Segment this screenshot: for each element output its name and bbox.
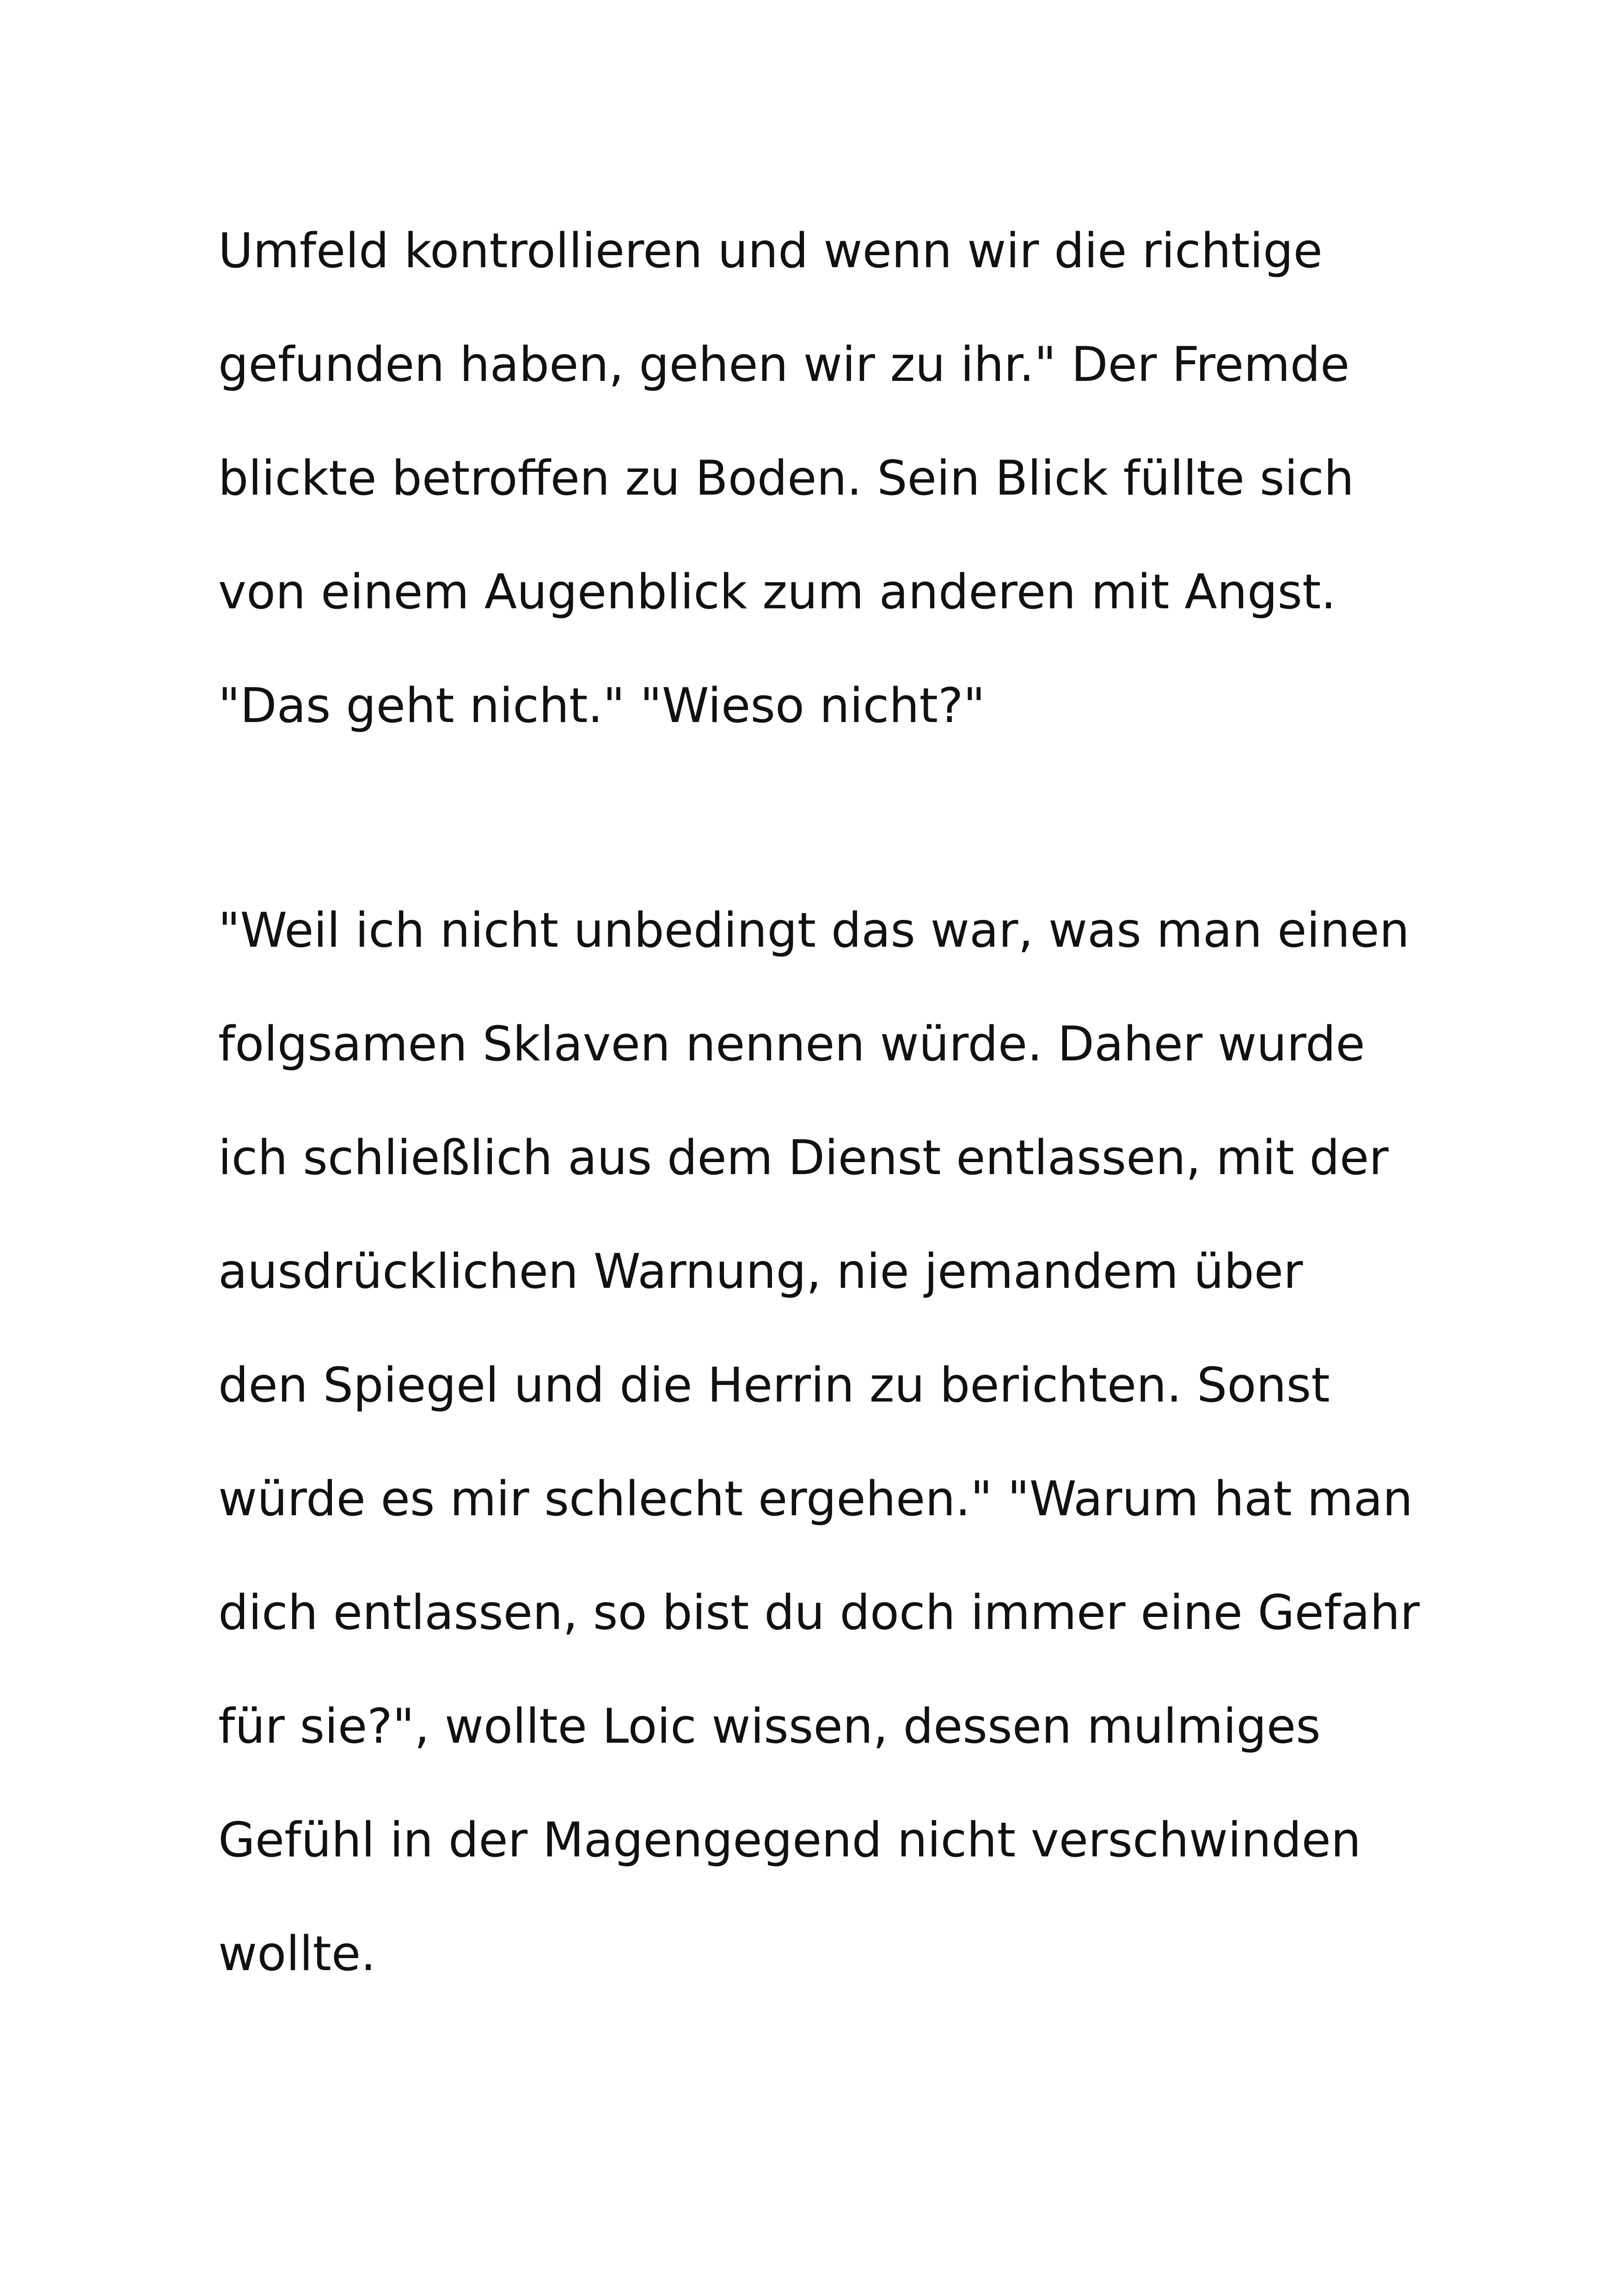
text-line: "Weil ich nicht unbedingt das war, was man einen (218, 903, 1410, 958)
text-line: dich entlassen, so bist du doch immer eine Gefahr (218, 1585, 1420, 1641)
text-line: ich schließlich aus dem Dienst entlassen, mit der (218, 1130, 1389, 1186)
text-line: wollte. (218, 1926, 376, 1982)
text-line: ausdrücklichen Warnung, nie jemandem über (218, 1244, 1303, 1299)
text-line: "Das geht nicht." "Wieso nicht?" (218, 678, 986, 734)
text-line: Umfeld kontrollieren und wenn wir die richtige (218, 223, 1323, 279)
text-line: blickte betroffen zu Boden. Sein Blick füllte sich (218, 451, 1354, 506)
text-line: würde es mir schlecht ergehen." "Warum hat man (218, 1471, 1413, 1527)
paragraph-1 (218, 212, 1354, 780)
text-line: Gefühl in der Magengegend nicht verschwinden (218, 1812, 1361, 1868)
text-line: von einem Augenblick zum anderen mit Angst. (218, 564, 1336, 620)
text-line: für sie?", wollte Loic wissen, dessen mulmiges (218, 1699, 1321, 1754)
paragraph-2 (218, 891, 1420, 2028)
text-line: den Spiegel und die Herrin zu berichten. Sonst (218, 1358, 1330, 1413)
text-line: folgsamen Sklaven nennen würde. Daher wurde (218, 1016, 1365, 1072)
text-line: gefunden haben, gehen wir zu ihr." Der Fremde (218, 337, 1350, 392)
